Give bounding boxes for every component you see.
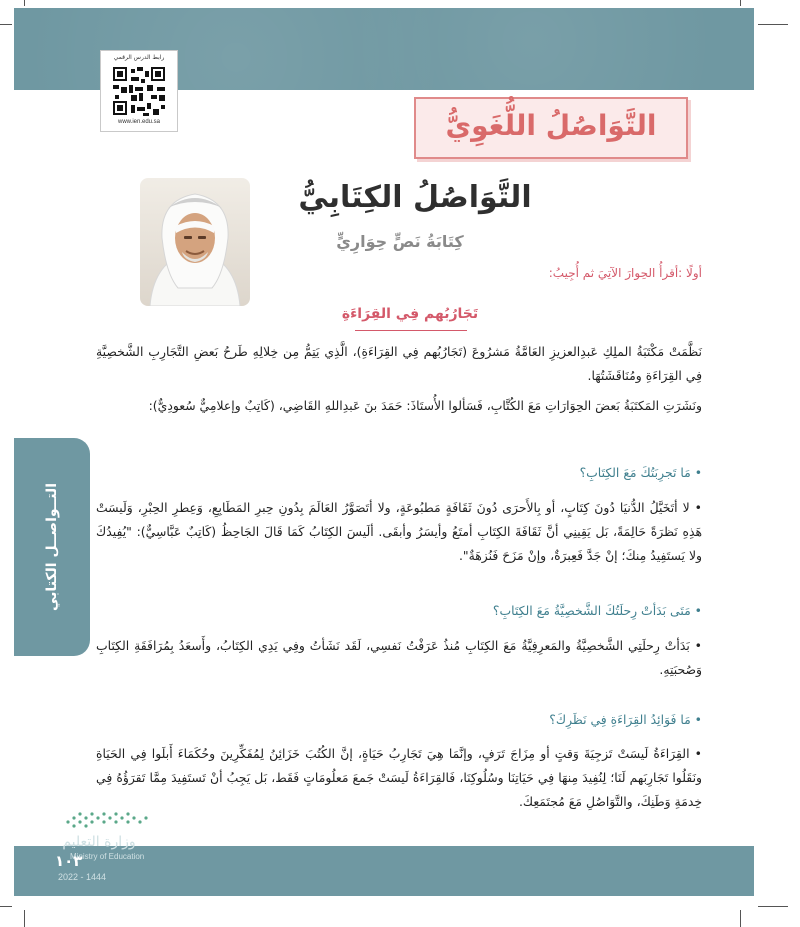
intro-paragraph-2: ونَشَرَتِ المَكتَبَةُ بَعضَ الحِوَارَاتِ مَعَ الكُتَّابِ، فَسَألوا الأُستَاذَ: حَمَدَ بنَ عَبدِاللهِ القَاضِي، (كَاتِبٌ وإعلامِيٌّ سُعودِيٌّ): <box>148 398 702 413</box>
instruction-text: أولًا :أقرأُ الحِوارَ الآتِيَ ثم أُجِيبُ: <box>548 266 702 280</box>
question-2: • مَتَى بَدَأتْ رِحلَتُكَ الشَّخصِيَّةُ مَعَ الكِتَابِ؟ <box>492 603 702 618</box>
crop-mark <box>0 906 12 907</box>
crop-mark <box>740 910 741 927</box>
section-title: تَجَارُبُهم فِي القِرَاءَةِ <box>341 306 479 322</box>
side-tab-label: التــواصــل الكتابي <box>44 483 60 611</box>
qr-code-card[interactable] <box>100 50 178 132</box>
intro-paragraph-1: نَظَّمَتْ مَكْتَبَةُ الملِكِ عَبدِالعزيزِ العَامَّةُ مَشرُوعَ (تَجَارُبُهم فِي القِرَاءَةِ)، الَّذِي يَتِمُّ مِن خِلالِهِ طَرحُ بَعضِ التَّجَارِبِ الشَّخصِيَّةِ فِي القِرَاءَةِ ومُنَاقَشَتُهَا. <box>96 344 702 383</box>
crop-mark <box>24 0 25 6</box>
answer-1: • لا أتَخَيَّلُ الدُّنيَا دُونَ كِتَابٍ، أو بِالأَحرَى دُونَ ثَقَافَةٍ مَطبُوعَةٍ، ولا أتَصَوَّرُ العَالَمَ بِدُونِ حِبرِ المَطَابِعِ، وَعِطرِ الحِبْرِ، وَلَيسَتْ هَذِهِ نَظرَةً حَالِمَةً، بَل يَقِينِي أنَّ ثَقَافَةَ الكِتَابِ أمتَعُ وأيسَرُ وأبقَى. ألَيسَ الكِتَابُ كَمَا قَالَ الجَاحِظُ (كَاتِبٌ عَبَّاسِيٌّ): "يُفِيدُكَ ولا يَستَفِيدُ مِنكَ؛ إنْ جَدَّ فَعِبرَةٌ، وإنْ مَزَحَ فَنُزهَةٌ". <box>96 500 702 563</box>
person-photo-icon <box>140 178 250 306</box>
crop-mark <box>740 0 741 6</box>
unit-header <box>414 97 688 159</box>
ministry-name-en: Ministry of Education <box>70 852 145 861</box>
author-portrait <box>140 178 250 306</box>
crop-mark <box>24 910 25 927</box>
crop-mark <box>0 24 12 25</box>
qr-url[interactable]: www.ien.edu.sa <box>117 119 161 125</box>
qr-code-icon <box>111 65 167 117</box>
edition-years: 2022 - 1444 <box>58 872 107 882</box>
page-number: ١٠٣ <box>55 852 83 870</box>
page-title: التَّوَاصُلُ الكِتَابِيُّ <box>298 180 532 215</box>
crop-mark <box>758 24 788 25</box>
page-subtitle: كِتَابَةُ نَصٍّ حِوَارِيٍّ <box>336 232 464 251</box>
question-3: • مَا فَوَائِدُ القِرَاءَةِ فِي نَظَرِكَ؟ <box>549 712 702 727</box>
unit-title: التَّوَاصُلُ اللُّغَوِيُّ <box>445 109 657 142</box>
crop-mark <box>758 906 788 907</box>
ministry-logo-icon <box>60 806 170 832</box>
answer-2: • بَدَأتْ رِحلَتِي الشَّخصِيَّةُ والمَعرِفِيَّةُ مَعَ الكِتَابِ مُنذُ عَرَفْتُ نَفسِي، لَقَد نَشَأتُ وفِي يَدِي الكِتَابُ، وأَسعَدُ بِمُرَافَقَةِ الكِتَابِ وَصُحبَتِهِ. <box>96 638 702 677</box>
answer-3: • القِرَاءَةُ لَيسَتْ تَزجِيَةَ وَقتٍ أو مِزَاجَ تَرَفٍ، وإنَّمَا هِيَ تَجَارِبُ حَيَاةٍ، إنَّ الكُتُبَ خَزَائِنُ لِمُفَكِّرِينَ وحُكَمَاءَ أَبلَوا فِي الحَيَاةِ ونَقَلُوا تَجَارِبَهم لَنَا؛ لِنُفِيدَ مِنهَا فِي حَيَاتِنَا وسُلُوكِنَا، فَالقِرَاءَةُ لَيسَتْ جَمعَ مَعلُومَاتٍ فَقَط، بَل يَجِبُ أنْ تَستَفِيدَ مِمَّا تَقرَؤُهُ فِي خِدمَةِ وَطَنِكَ، والتَّوَاصُلِ مَعَ مُجتَمَعِكَ. <box>96 746 702 809</box>
section-underline <box>355 330 467 331</box>
question-1: • مَا تَجرِبَتُكَ مَعَ الكِتَابِ؟ <box>579 465 702 480</box>
ministry-name-ar: وزارة التعليم <box>62 834 136 850</box>
side-chapter-tab <box>14 438 90 656</box>
qr-title: رابط الدرس الرقمي <box>113 54 165 61</box>
